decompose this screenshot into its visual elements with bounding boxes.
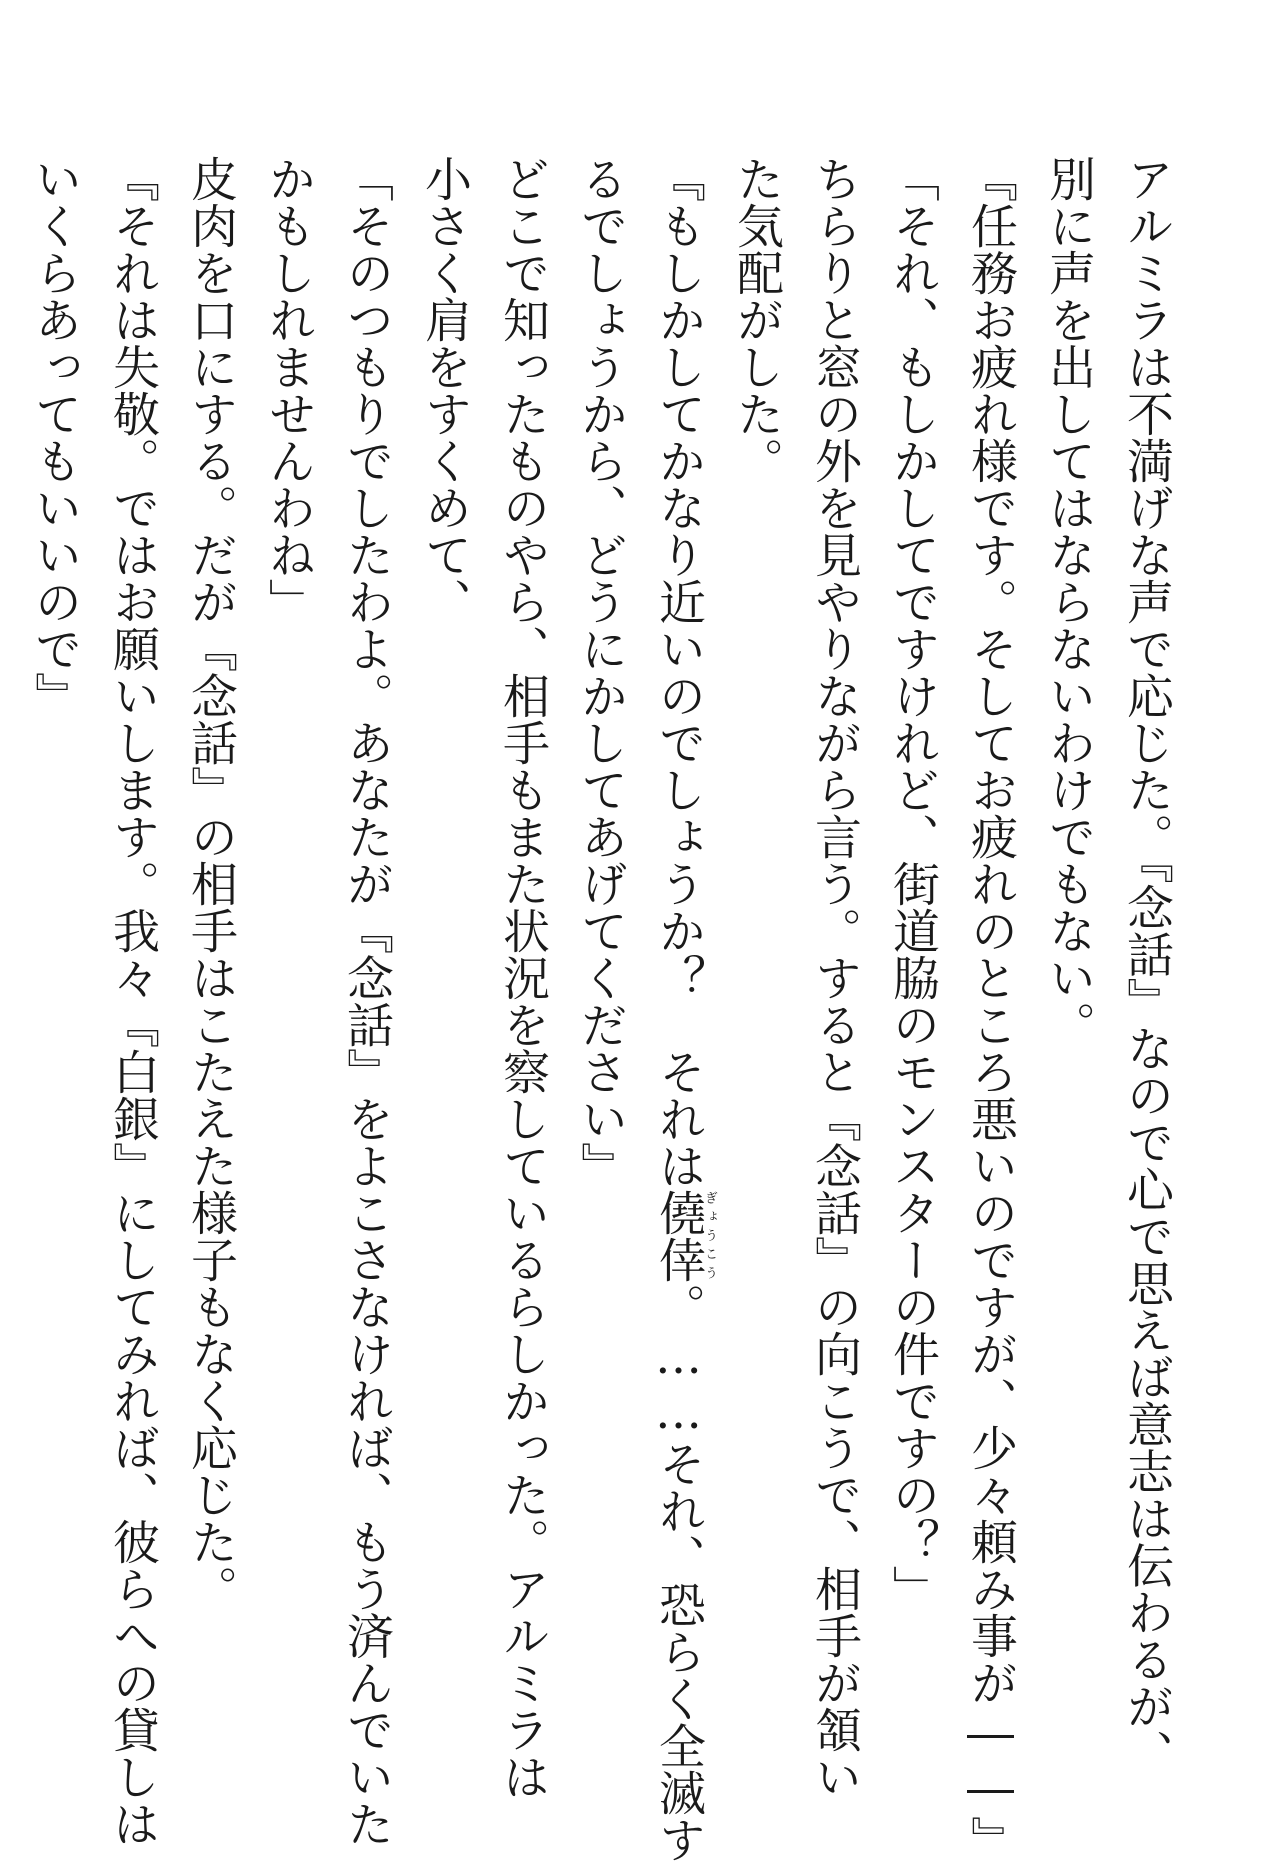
text-line-7 bbox=[639, 155, 717, 1863]
text-line-8: るでしょうから、どうにかしてあげてください』 bbox=[573, 155, 628, 1189]
vertical-text-body bbox=[15, 155, 1185, 1863]
text-line-14: 『それは失敬。ではお願いします。我々『白銀』にしてみれば、彼らへの貸しは bbox=[105, 155, 160, 1847]
text-line-10: 小さく肩をすくめて、 bbox=[417, 155, 472, 625]
text-line-12: かもしれませんわね」 bbox=[261, 155, 316, 625]
ruby-base: 僥倖 bbox=[651, 1189, 706, 1283]
text-line-7-start: 『もしかしてかなり近いのでしょうか？ それは bbox=[651, 155, 706, 1189]
text-line-15: いくらあってもいいので』 bbox=[27, 155, 82, 719]
text-line-11: 「そのつもりでしたわよ。あなたが『念話』をよこさなければ、もう済んでいた bbox=[339, 155, 394, 1847]
text-line-2: 別に声を出してはならないわけでもない。 bbox=[1041, 155, 1096, 1048]
text-line-4: 「それ、もしかしてですけれど、街道脇のモンスターの件ですの？」 bbox=[885, 155, 940, 1612]
text-line-3: 『任務お疲れ様です。そしてお疲れのところ悪いのですが、少々頼み事が――』 bbox=[963, 155, 1018, 1863]
ruby-word bbox=[651, 1189, 717, 1283]
text-line-6: た気配がした。 bbox=[729, 155, 784, 484]
text-line-9: どこで知ったものやら、相手もまた状況を察しているらしかった。アルミラは bbox=[495, 155, 550, 1800]
text-line-5: ちらりと窓の外を見やりながら言う。すると『念話』の向こうで、相手が頷い bbox=[807, 155, 862, 1800]
text-line-7-end: 。……それ、恐らく全滅す bbox=[651, 1283, 706, 1863]
text-line-1: アルミラは不満げな声で応じた。『念話』なので心で思えば意志は伝わるが、 bbox=[1119, 155, 1174, 1777]
ruby-reading: ぎょうこう bbox=[702, 1189, 717, 1283]
text-line-13: 皮肉を口にする。だが『念話』の相手はこたえた様子もなく応じた。 bbox=[183, 155, 238, 1612]
